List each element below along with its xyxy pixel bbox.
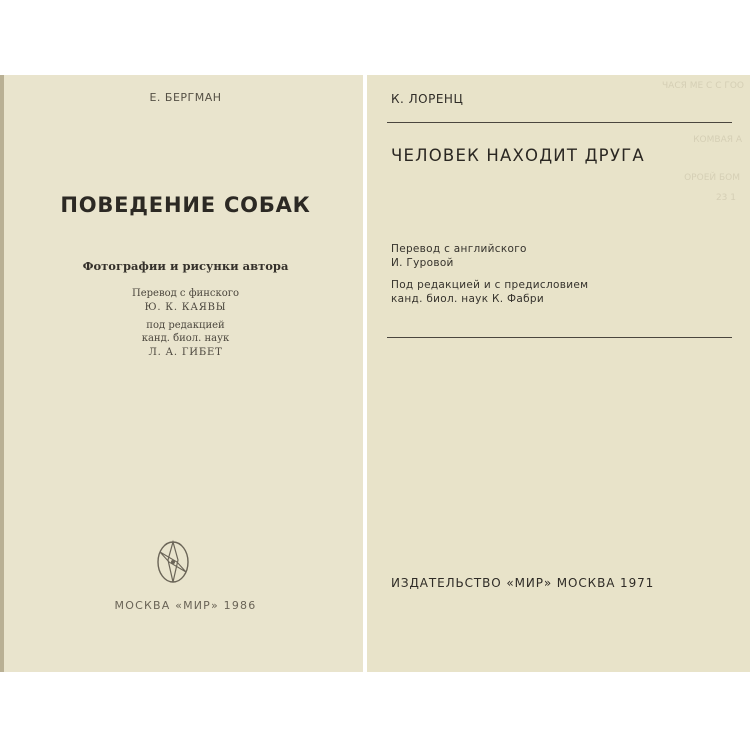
left-publisher-line: МОСКВА «МИР» 1986 (114, 599, 257, 612)
middle-divider-rule (387, 337, 732, 338)
bleed-through-text: 23 1 (715, 193, 736, 203)
left-photos-credit: Фотографии и рисунки автора (82, 259, 289, 273)
top-divider-rule (387, 122, 732, 123)
bleed-through-text: КОМВАЯ А (693, 135, 742, 145)
left-title-page (0, 75, 363, 672)
left-translation-line: Перевод с финского (131, 288, 239, 299)
left-editing-line-1: под редакцией (146, 320, 225, 331)
bleed-through-text: ОРОЕЙ БОМ (684, 173, 740, 183)
right-editing-line-1: Под редакцией и с предисловием (391, 279, 589, 291)
mir-publisher-logo-icon (154, 538, 192, 586)
left-editing-line-2: канд. биол. наук (141, 333, 230, 344)
right-book-title: ЧЕЛОВЕК НАХОДИТ ДРУГА (391, 146, 645, 165)
right-publisher-line: ИЗДАТЕЛЬСТВО «МИР» МОСКВА 1971 (391, 576, 655, 590)
bleed-through-text: ЧАСЯ МЕ С С ГОО (662, 81, 744, 91)
left-author: Е. БЕРГМАН (149, 91, 222, 104)
right-title-page (367, 75, 750, 672)
right-translator-name: И. Гуровой (391, 257, 454, 269)
left-book-title: ПОВЕДЕНИЕ СОБАК (60, 193, 311, 217)
left-editor-name: Л. А. ГИБЕТ (148, 347, 223, 358)
left-translator-name: Ю. К. КАЯВЫ (144, 302, 227, 313)
right-translation-line: Перевод с английского (391, 243, 527, 255)
right-author: К. ЛОРЕНЦ (391, 92, 464, 106)
right-editing-line-2: канд. биол. наук К. Фабри (391, 293, 544, 305)
